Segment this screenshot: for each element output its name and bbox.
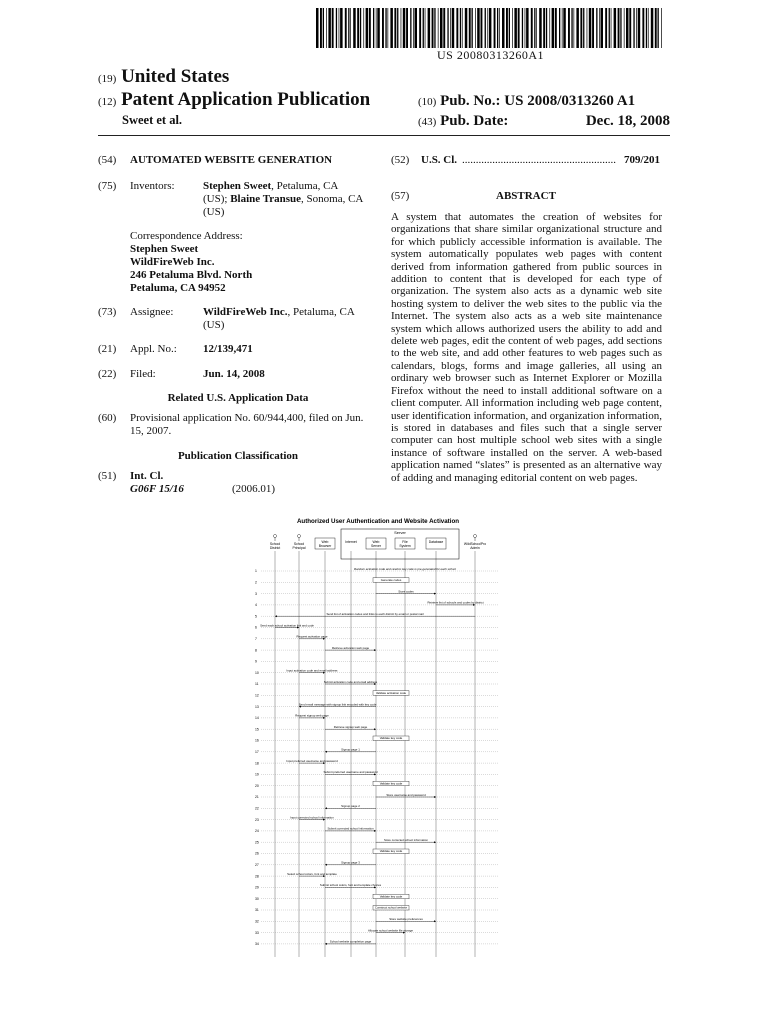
- barcode-bar: [589, 8, 592, 48]
- step-label: Submit school colors, font and template choices: [319, 883, 382, 888]
- filed-value: Jun. 14, 2008: [203, 368, 265, 380]
- barcode-bar: [369, 8, 371, 48]
- barcode-bar: [549, 8, 550, 48]
- barcode-bar: [465, 8, 468, 48]
- step-label: Signup page 2: [341, 804, 360, 809]
- barcode-bar: [469, 8, 471, 48]
- step-label: Request signup web page: [295, 713, 329, 718]
- step-label: Retrieve activation web page: [331, 645, 370, 650]
- barcode-bar: [646, 8, 647, 48]
- barcode-bar: [350, 8, 351, 48]
- step-number: 8: [255, 648, 257, 653]
- barcode-bar: [452, 8, 455, 48]
- barcode-bar: [633, 8, 634, 48]
- barcode-bar: [328, 8, 331, 48]
- barcode-bar: [636, 8, 637, 48]
- step-number: 18: [255, 761, 259, 766]
- abstract-heading: ABSTRACT: [496, 190, 556, 202]
- barcode-bar: [655, 8, 657, 48]
- barcode-bar: [340, 8, 343, 48]
- actor-figure-icon: [474, 535, 477, 538]
- actor-label: Principal: [292, 546, 306, 551]
- step-label: Store username and password: [386, 792, 426, 797]
- barcode-bar: [415, 8, 418, 48]
- step-number: 16: [255, 738, 259, 743]
- step-label: Validate key code: [379, 736, 403, 741]
- barcode-bar: [450, 8, 451, 48]
- barcode-bar: [618, 8, 620, 48]
- abstract-num: (57): [391, 190, 410, 202]
- barcode-bar: [605, 8, 607, 48]
- barcode-bar: [525, 8, 526, 48]
- barcode-bar: [648, 8, 649, 48]
- barcode-bar: [642, 8, 644, 48]
- assignee-label: Assignee:: [130, 306, 174, 318]
- filed-label: Filed:: [130, 368, 156, 380]
- barcode-bar: [434, 8, 435, 48]
- step-number: 11: [255, 682, 259, 687]
- arrow-head: [434, 593, 436, 595]
- provisional-text: Provisional application No. 60/944,400, filed on Jun. 15, 2007.: [130, 412, 364, 437]
- barcode-bar: [583, 8, 584, 48]
- step-label: Retrieve signup web page: [333, 725, 368, 729]
- step-label: Submit activation code and email address: [323, 679, 378, 684]
- barcode-bar: [574, 8, 575, 48]
- barcode-bar: [472, 8, 473, 48]
- actor-figure-icon: [274, 535, 277, 538]
- step-label: Validate key code: [379, 781, 403, 786]
- barcode-bar: [332, 8, 334, 48]
- step-label: Store website preferences: [389, 917, 423, 922]
- barcode-bar: [413, 8, 414, 48]
- step-number: 27: [255, 863, 259, 867]
- barcode-bar: [440, 8, 443, 48]
- assignee-value: WildFireWeb Inc., Petaluma, CA (US): [203, 306, 355, 331]
- barcode-bar: [526, 8, 529, 48]
- barcode-bar: [460, 8, 461, 48]
- barcode-bar: [536, 8, 537, 48]
- barcode-bar: [651, 8, 654, 48]
- step-number: 14: [255, 716, 259, 721]
- barcode-bar: [601, 8, 604, 48]
- barcode-bar: [320, 8, 322, 48]
- barcode-bar: [552, 8, 555, 48]
- barcode-bar: [366, 8, 369, 48]
- actor-label: School: [269, 542, 281, 546]
- correspondence-address: Correspondence Address: Stephen Sweet WildFireWeb Inc. 246 Petaluma Blvd. North Petaluma, CA 94952: [130, 230, 253, 294]
- barcode-bar: [611, 8, 612, 48]
- step-number: 19: [255, 772, 259, 777]
- barcode-bar: [614, 8, 617, 48]
- appl-num: (21): [98, 343, 117, 355]
- barcode-bar: [514, 8, 517, 48]
- step-label: Validate key code: [379, 894, 403, 899]
- barcode-bar: [546, 8, 547, 48]
- uscl-label: U.S. Cl.: [421, 154, 458, 166]
- barcode-bar: [629, 8, 631, 48]
- barcode-bar: [360, 8, 361, 48]
- barcode-bar: [401, 8, 402, 48]
- barcode-bar: [428, 8, 431, 48]
- arrow-head: [325, 751, 327, 753]
- barcode-bar: [624, 8, 625, 48]
- server-group-label: Server: [394, 530, 406, 535]
- uscl-leader-dots: ........................................................: [462, 154, 616, 166]
- barcode-bar: [382, 8, 384, 48]
- step-number: 28: [255, 874, 259, 879]
- barcode-bar: [509, 8, 510, 48]
- barcode-bar: [518, 8, 520, 48]
- barcode-bar: [353, 8, 356, 48]
- step-label: Allocate school website file storage: [368, 928, 413, 933]
- barcode-bar: [522, 8, 523, 48]
- actor-label: WildSchoolPro: [463, 542, 487, 546]
- step-number: 31: [255, 908, 259, 913]
- barcode-bar: [531, 8, 533, 48]
- barcode-bar: [599, 8, 600, 48]
- barcode-bar: [481, 8, 483, 48]
- barcode-bar: [661, 8, 662, 48]
- actor-label: Web: [321, 540, 329, 544]
- step-label: Submit corrected school information: [327, 826, 374, 831]
- publication-date: (43) Pub. Date: Dec. 18, 2008: [418, 113, 670, 129]
- step-label: Send list of activation codes and links to each district by email or postal mail: [326, 612, 424, 616]
- step-number: 4: [255, 603, 257, 608]
- step-number: 32: [255, 919, 259, 924]
- appl-value: 12/139,471: [203, 343, 253, 355]
- barcode-bar: [363, 8, 364, 48]
- barcode-bar: [609, 8, 610, 48]
- barcode-bar: [499, 8, 500, 48]
- step-number: 13: [255, 704, 259, 709]
- barcode-bar: [390, 8, 393, 48]
- barcode-bar: [543, 8, 545, 48]
- uscl-num: (52): [391, 154, 410, 166]
- inventors-value: Stephen Sweet, Petaluma, CA (US); Blaine Transue, Sonoma, CA (US): [203, 180, 364, 218]
- actor-label: Internet: [345, 540, 357, 544]
- intcl-year: (2006.01): [232, 483, 276, 495]
- barcode-bar: [539, 8, 542, 48]
- barcode-bar: [485, 8, 486, 48]
- step-number: 6: [255, 625, 257, 630]
- step-label: Select school colors, font and template: [287, 871, 337, 876]
- arrow-head: [434, 920, 436, 922]
- barcode-bar: [373, 8, 374, 48]
- actor-label: Database: [428, 540, 444, 544]
- barcode-bar: [345, 8, 347, 48]
- barcode-bar: [403, 8, 406, 48]
- arrow-head: [374, 830, 376, 832]
- assignee-num: (73): [98, 306, 117, 318]
- invention-title: AUTOMATED WEBSITE GENERATION: [130, 154, 333, 166]
- title-num: (54): [98, 154, 117, 166]
- step-number: 5: [255, 614, 257, 619]
- publication-type: (12) Patent Application Publication: [98, 89, 371, 110]
- sequence-diagram: [253, 513, 503, 959]
- step-number: 10: [255, 670, 259, 675]
- step-number: 30: [255, 896, 259, 901]
- publication-classification-heading: Publication Classification: [177, 450, 299, 462]
- step-label: Store codes: [398, 589, 414, 594]
- actor-label: District: [269, 546, 281, 551]
- actor-label: Admin: [470, 546, 480, 551]
- barcode-bar: [377, 8, 380, 48]
- barcode-bar: [534, 8, 535, 48]
- barcode-bar: [357, 8, 359, 48]
- barcode-bar: [397, 8, 398, 48]
- barcode-bar: [592, 8, 594, 48]
- step-number: 1: [255, 569, 257, 574]
- step-label: Input corrected school information: [290, 815, 334, 820]
- barcode-bar: [506, 8, 508, 48]
- barcode-bar: [587, 8, 588, 48]
- abstract-text: A system that automates the creation of websites for organizations that share similar organizational structure and for which publicly accessible information is available. The system automatically populates web pages with content derived from information gathered from public sources in addition to content that is developed for each type of organization. The system also acts as a dynamic web site hosting system to deliver the web sites to the public via the Internet. The system also acts as a web site maintenance system which allows authorized users the ability to add and delete web pages, edit the content of web pages, add sections to the web site, and add other features to web pages such as calendars, blogs, forms and image galleries, all using an ordinary web browser such as Internet Explorer or Mozilla Firefox without the need to install additional software on a client computer. All information including web page content, user identification information, and organization information, is stored in databases and files such that a single server computer can host multiple school web sites with a single instance of software installed on the server. A web-based application named “slates” is presented as an alternative way of adding and managing editorial content on web pages.: [391, 211, 662, 484]
- barcode-bar: [638, 8, 641, 48]
- barcode-bar: [410, 8, 411, 48]
- barcode-bar: [423, 8, 424, 48]
- barcode-bar: [596, 8, 597, 48]
- barcode-bar: [576, 8, 579, 48]
- barcode-bar: [568, 8, 570, 48]
- step-label: Input activation code and email address: [286, 668, 338, 673]
- barcode-bar: [626, 8, 629, 48]
- step-number: 15: [255, 727, 259, 732]
- arrow-head: [374, 649, 376, 651]
- barcode-bar: [620, 8, 621, 48]
- barcode-bar: [447, 8, 448, 48]
- step-number: 22: [255, 806, 259, 811]
- barcode-bar: [388, 8, 389, 48]
- barcode-bar: [339, 8, 340, 48]
- actor-label: Browser: [318, 544, 332, 549]
- step-number: 26: [255, 851, 259, 856]
- barcode-bar: [406, 8, 408, 48]
- step-number: 17: [255, 750, 259, 754]
- barcode-bar: [555, 8, 557, 48]
- step-label: School website completion page: [329, 939, 372, 944]
- actor-figure-icon: [298, 535, 301, 538]
- barcode-bar: [658, 8, 659, 48]
- actor-label: School: [293, 542, 305, 546]
- actor-label: Server: [371, 544, 381, 549]
- step-number: 23: [255, 817, 259, 822]
- related-data-heading: Related U.S. Application Data: [167, 392, 309, 404]
- step-label: Send email message with signup link encoded with key code: [298, 702, 377, 707]
- barcode-bar: [580, 8, 582, 48]
- step-label: Input preferred username and password: [286, 758, 338, 763]
- arrow-head: [325, 943, 327, 945]
- barcode-bar: [438, 8, 439, 48]
- barcode-bar: [323, 8, 324, 48]
- arrow-head: [325, 864, 327, 866]
- figure-title: Authorized User Authentication and Website Activation: [296, 518, 460, 525]
- barcode-bar: [456, 8, 458, 48]
- step-label: Retrieve list of schools and codes by district: [427, 600, 484, 605]
- publication-number: (10) Pub. No.: US 2008/0313260 A1: [418, 93, 636, 109]
- barcode-bar: [394, 8, 396, 48]
- appl-label: Appl. No.:: [130, 343, 177, 355]
- step-number: 33: [255, 930, 259, 935]
- barcode-bar: [336, 8, 337, 48]
- step-label: Construct school website: [374, 905, 408, 910]
- barcode-bar: [326, 8, 327, 48]
- barcode-bar: [348, 8, 349, 48]
- authors: Sweet et al.: [122, 113, 183, 127]
- barcode-bar: [376, 8, 377, 48]
- barcode-bar: [443, 8, 445, 48]
- barcode-bar: [425, 8, 426, 48]
- intcl-label: Int. Cl.: [130, 470, 164, 482]
- barcode-bar: [502, 8, 505, 48]
- uscl-value: 709/201: [624, 154, 661, 166]
- provisional-num: (60): [98, 412, 117, 424]
- barcode-bar: [462, 8, 463, 48]
- inventors-label: Inventors:: [130, 180, 175, 192]
- barcode-bar: [475, 8, 476, 48]
- step-label: Random activation code and random key code is pre-generated for each school: [354, 566, 456, 571]
- country-heading: (19) United States: [98, 66, 230, 87]
- step-label: Signup page 3: [341, 860, 360, 865]
- barcode-bar: [512, 8, 513, 48]
- step-label: Generate codes: [380, 578, 402, 582]
- barcode-bar: [316, 8, 319, 48]
- intcl-num: (51): [98, 470, 117, 482]
- step-number: 9: [255, 659, 257, 664]
- barcode-bar: [559, 8, 560, 48]
- barcode-number: US 20080313260A1: [437, 48, 545, 62]
- arrow-head: [374, 728, 376, 730]
- step-number: 12: [255, 693, 259, 698]
- barcode-bar: [487, 8, 488, 48]
- barcode-bar: [419, 8, 421, 48]
- step-number: 24: [255, 829, 259, 834]
- barcode-bar: [497, 8, 498, 48]
- barcode-bar: [571, 8, 572, 48]
- actor-label: System: [399, 544, 411, 549]
- barcode-bar: [494, 8, 496, 48]
- arrow-head: [325, 807, 327, 809]
- step-number: 25: [255, 840, 259, 845]
- step-number: 20: [255, 783, 259, 788]
- barcode-bar: [563, 8, 566, 48]
- step-label: Request activation page: [296, 634, 328, 639]
- step-number: 2: [255, 580, 257, 585]
- filed-num: (22): [98, 368, 117, 380]
- step-label: Send each school activation link and code: [260, 623, 314, 628]
- step-label: Submit preferred username and password: [323, 770, 378, 775]
- step-number: 21: [255, 795, 259, 800]
- step-number: 29: [255, 885, 259, 890]
- step-number: 3: [255, 591, 257, 596]
- step-label: Validate activation code: [375, 691, 407, 695]
- barcode-bar: [489, 8, 492, 48]
- arrow-head: [434, 841, 436, 843]
- header-rule: [98, 135, 670, 136]
- barcode-bar: [432, 8, 434, 48]
- barcode: [316, 8, 664, 48]
- arrow-head: [275, 615, 277, 617]
- barcode-bar: [562, 8, 563, 48]
- barcode-bar: [477, 8, 480, 48]
- step-number: 34: [255, 942, 259, 947]
- intcl-code: G06F 15/16: [130, 483, 184, 495]
- step-label: Signup page 1: [341, 747, 360, 752]
- arrow-head: [434, 796, 436, 798]
- actor-label: File: [402, 540, 408, 544]
- step-label: Validate key code: [379, 849, 403, 854]
- actor-label: Web: [372, 540, 380, 544]
- step-number: 7: [255, 637, 257, 641]
- barcode-bar: [385, 8, 386, 48]
- inventors-num: (75): [98, 180, 117, 192]
- step-label: Store corrected school information: [383, 838, 429, 842]
